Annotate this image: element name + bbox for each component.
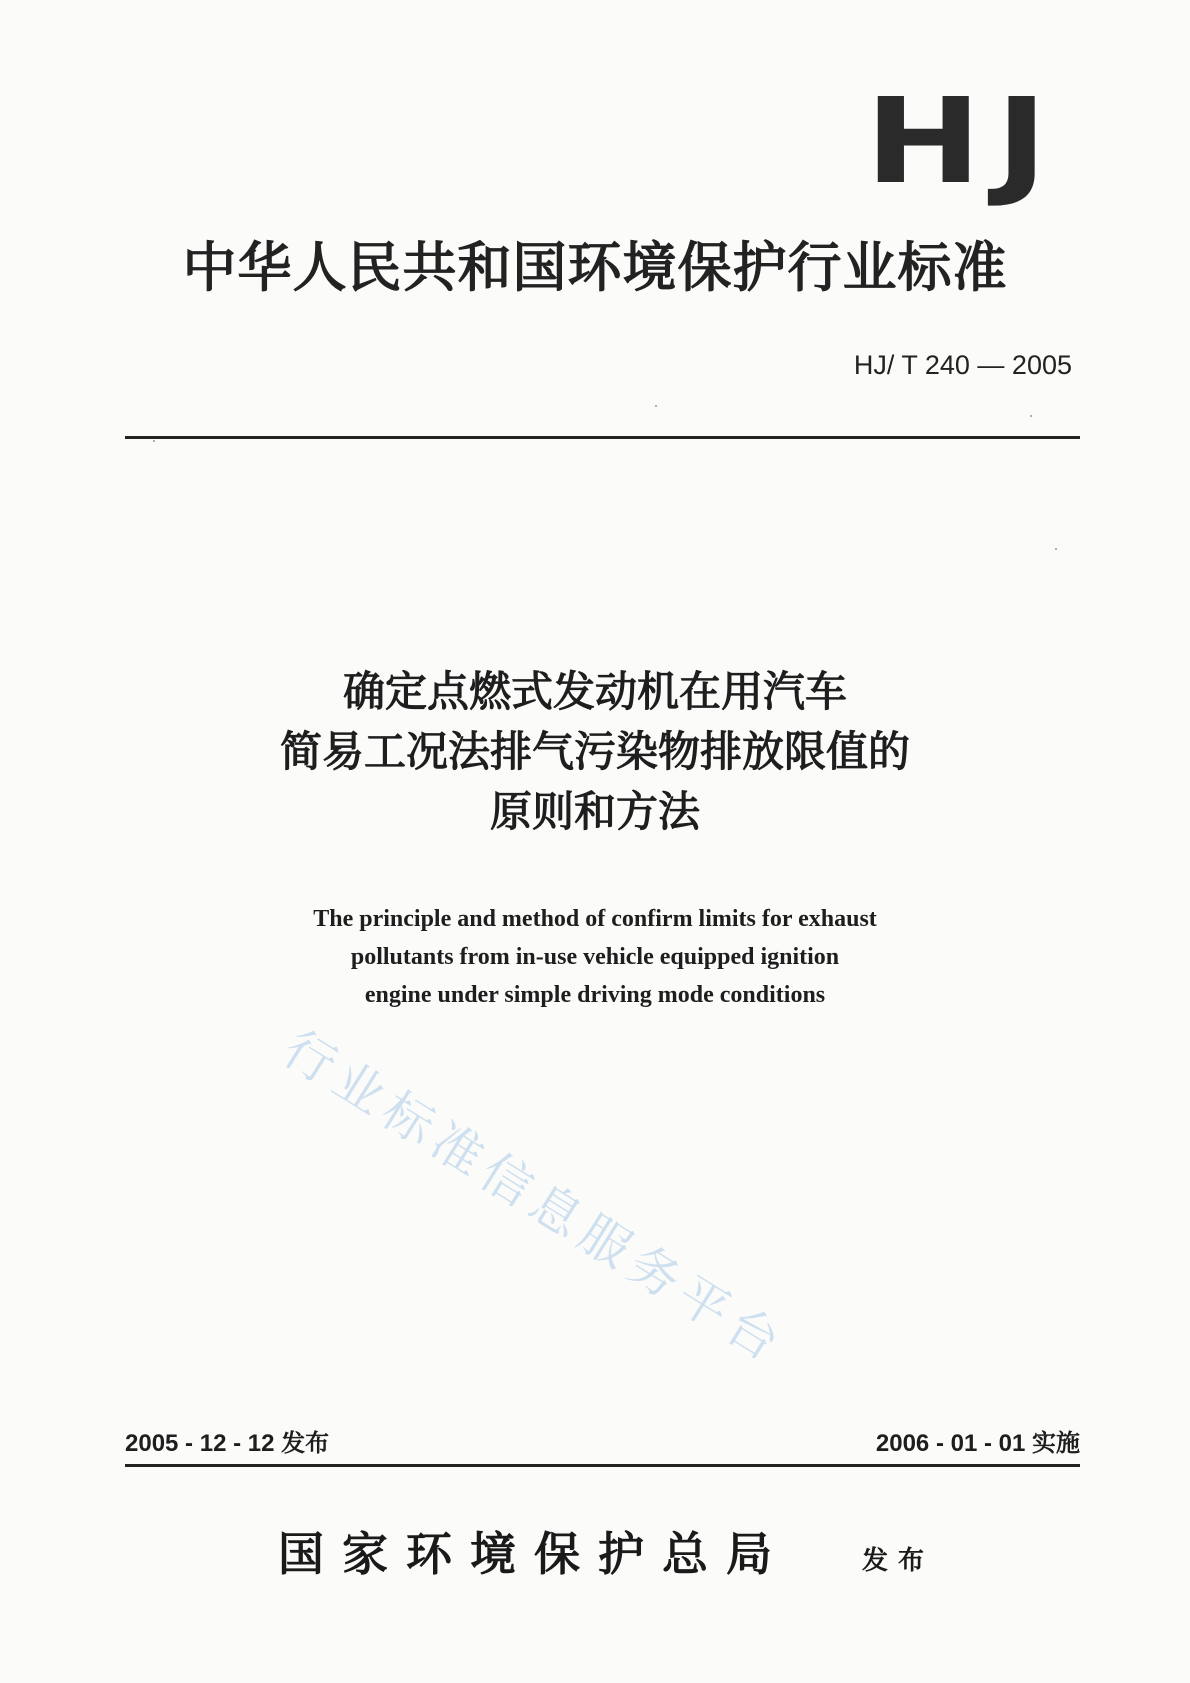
scan-speck — [655, 405, 657, 407]
scan-speck — [1030, 415, 1032, 417]
chinese-title — [0, 662, 1190, 842]
scan-speck — [1055, 548, 1057, 550]
chinese-title-line: 简易工况法排气污染物排放限值的 — [279, 727, 910, 776]
english-title-line: pollutants from in-use vehicle equipped ignition — [350, 944, 840, 970]
english-title-line: engine under simple driving mode conditions — [364, 982, 826, 1008]
english-title — [0, 900, 1190, 1014]
scan-speck — [153, 440, 155, 442]
chinese-title-line: 确定点燃式发动机在用汽车 — [342, 667, 847, 716]
hj-logo: HJ — [865, 72, 1062, 210]
standard-type-title: 中华人民共和国环境保护行业标准 — [182, 236, 1008, 299]
issuer-name: 国家环境保护总局 — [278, 1527, 790, 1581]
publish-date: 2005 - 12 - 12 发布 — [125, 1430, 330, 1457]
standard-code: HJ/ T 240 — 2005 — [853, 350, 1072, 380]
footer-divider — [125, 1464, 1080, 1467]
implement-date: 2006 - 01 - 01 实施 — [875, 1430, 1080, 1457]
issuer-suffix: 发布 — [862, 1546, 935, 1576]
watermark: 行业标准信息服务平台 — [273, 1019, 797, 1376]
english-title-line: The principle and method of confirm limits for exhaust — [313, 906, 877, 932]
header-divider — [125, 436, 1080, 439]
chinese-title-line: 原则和方法 — [489, 787, 700, 836]
